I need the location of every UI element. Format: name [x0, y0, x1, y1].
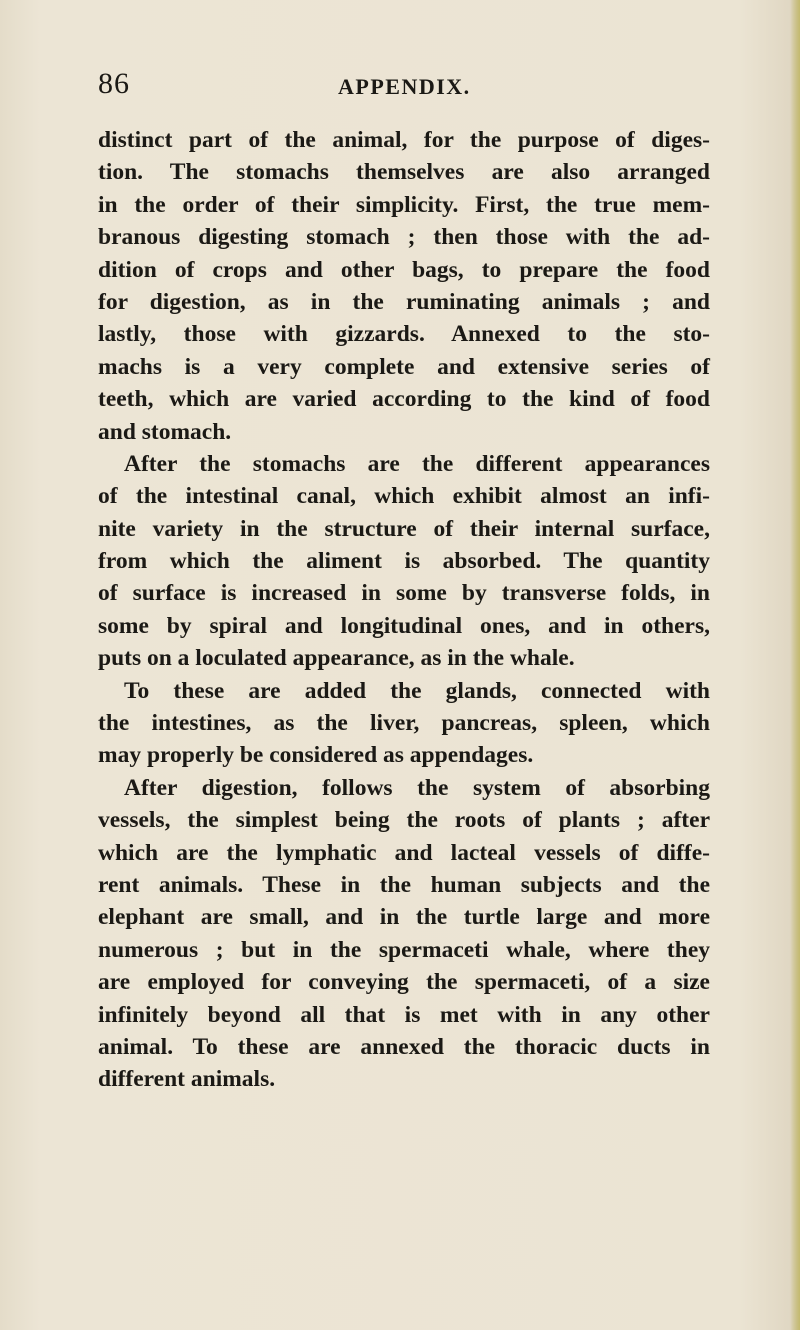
text-line: infinitely beyond all that is met with in any other	[98, 1001, 710, 1028]
page-edge	[790, 0, 800, 1330]
text-line: elephant are small, and in the turtle large and more	[98, 904, 710, 931]
text-line: in the order of their simplicity. First, the true mem-	[98, 191, 710, 218]
text-line: vessels, the simplest being the roots of plants ; after	[98, 807, 710, 834]
text-line: rent animals. These in the human subjects and the	[98, 871, 710, 898]
text-line: tion. The stomachs themselves are also arranged	[98, 159, 710, 186]
text-line: which are the lymphatic and lacteal vessels of diffe-	[98, 839, 710, 866]
text-line: of the intestinal canal, which exhibit almost an infi-	[98, 483, 710, 510]
text-line: for digestion, as in the ruminating animals ; and	[98, 288, 710, 315]
paragraph-start-line: After digestion, follows the system of absorbing	[124, 774, 710, 801]
body-text	[98, 124, 710, 1096]
text-line: nite variety in the structure of their internal surface,	[98, 515, 710, 542]
text-line: distinct part of the animal, for the purpose of diges-	[98, 127, 710, 153]
text-line: may properly be considered as appendages.	[98, 742, 534, 769]
text-line: from which the aliment is absorbed. The quantity	[98, 548, 710, 575]
text-line: are employed for conveying the spermaceti, of a size	[98, 969, 710, 996]
text-line: branous digesting stomach ; then those with the ad-	[98, 224, 710, 251]
text-line: different animals.	[98, 1066, 276, 1093]
text-line: teeth, which are varied according to the kind of food	[98, 386, 710, 413]
text-line: some by spiral and longitudinal ones, and in others,	[98, 612, 710, 639]
paragraph-start-line: After the stomachs are the different appearances	[124, 450, 710, 477]
page-header	[98, 66, 718, 106]
text-line: animal. To these are annexed the thoracic ducts in	[98, 1033, 710, 1060]
paragraph-start-line: To these are added the glands, connected with	[124, 677, 710, 704]
text-line: machs is a very complete and extensive series of	[98, 353, 710, 380]
text-line: numerous ; but in the spermaceti whale, where they	[98, 936, 710, 963]
text-line: puts on a loculated appearance, as in the whale.	[98, 645, 575, 672]
page-number: 86	[98, 67, 130, 100]
text-line: of surface is increased in some by transverse folds, in	[98, 580, 710, 607]
text-line: dition of crops and other bags, to prepare the food	[98, 256, 710, 283]
running-head: APPENDIX.	[338, 74, 471, 99]
text-line: and stomach.	[98, 418, 232, 445]
text-line: lastly, those with gizzards. Annexed to the sto-	[98, 321, 710, 348]
text-line: the intestines, as the liver, pancreas, spleen, which	[98, 710, 710, 737]
